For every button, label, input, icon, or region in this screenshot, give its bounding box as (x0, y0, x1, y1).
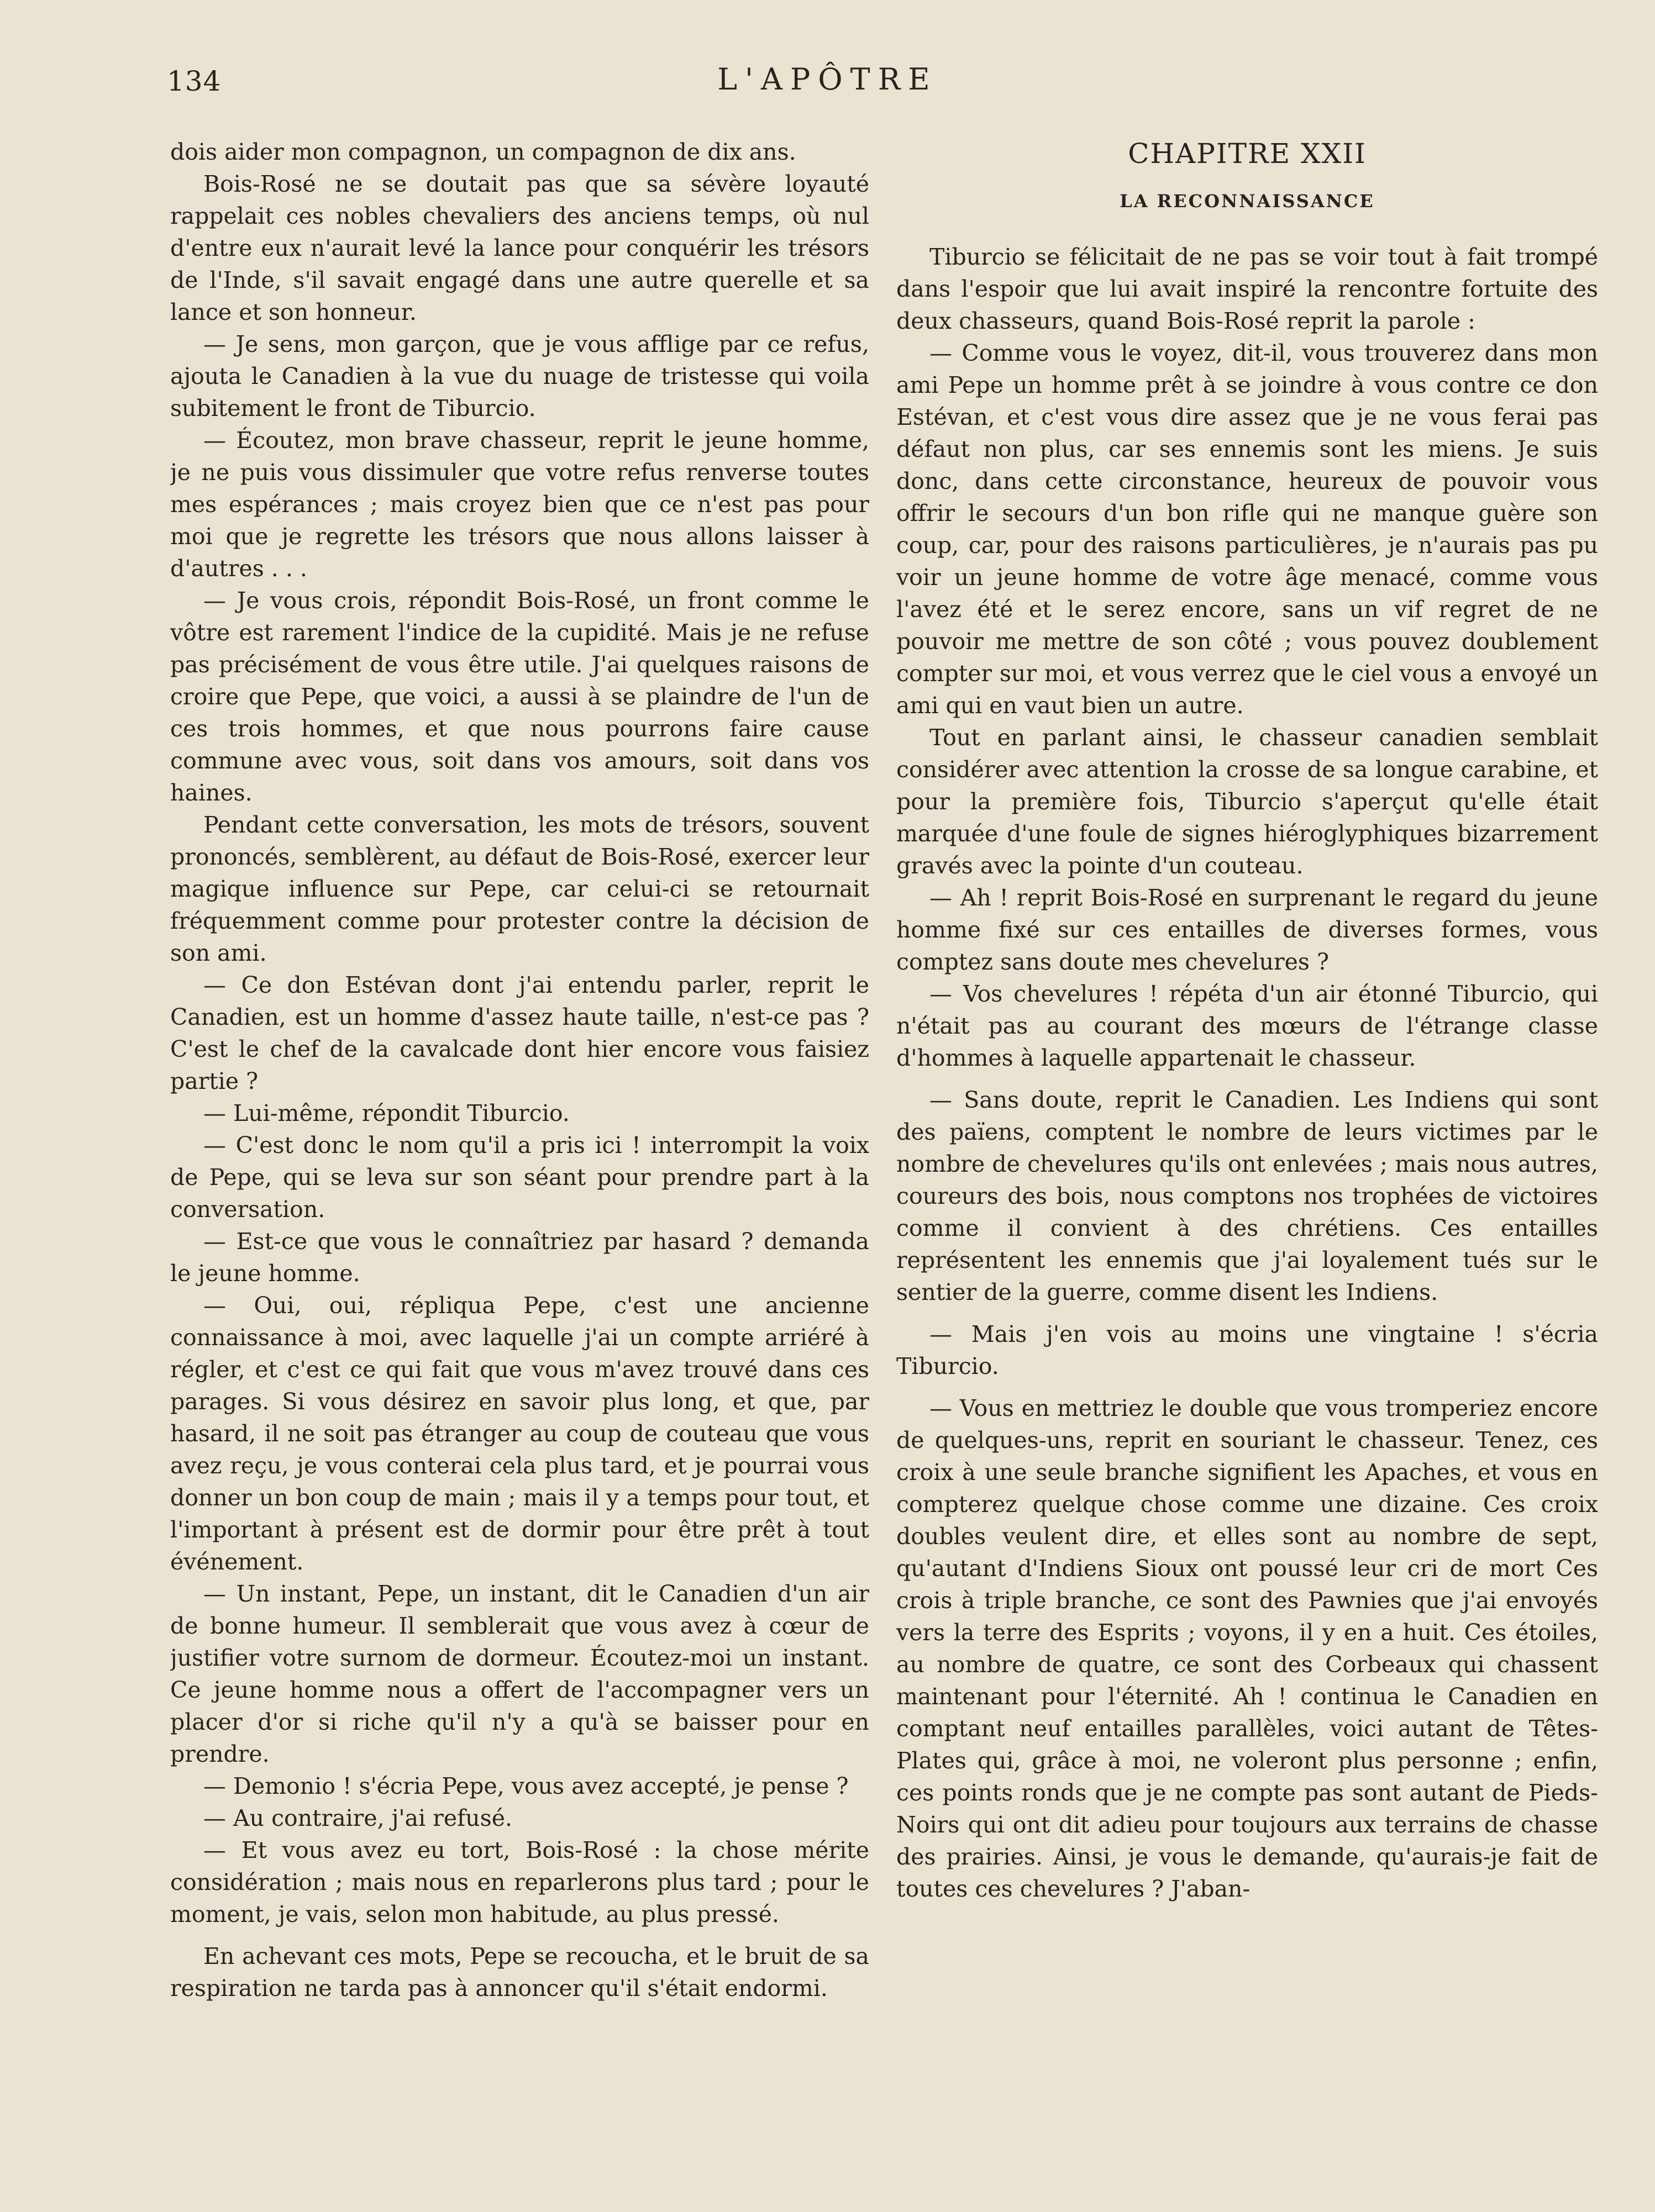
paragraph: dois aider mon compagnon, un compagnon de dix ans. (170, 139, 796, 165)
paragraph: — Mais j'en vois au moins une vingtaine ! s'écria Tiburcio. (896, 1321, 1598, 1379)
paragraph: — Lui-même, répondit Tiburcio. (203, 1100, 570, 1126)
paragraph: — Est-ce que vous le connaîtriez par hasard ? demanda le jeune homme. (170, 1228, 869, 1287)
paragraph: — Demonio ! s'écria Pepe, vous avez accepté, je pense ? (203, 1773, 849, 1799)
paragraph: — Ce don Estévan dont j'ai entendu parler, reprit le Canadien, est un homme d'assez haute taille, n'est-ce pas ? C'est le chef de la cavalcade dont hier encore vous faisiez partie ? (170, 972, 869, 1094)
paragraph: — Je sens, mon garçon, que je vous afflige par ce refus, ajouta le Canadien à la vue du nuage de tristesse qui voila subitement le front de Tiburcio. (170, 331, 869, 422)
paragraph: — C'est donc le nom qu'il a pris ici ! interrompit la voix de Pepe, qui se leva sur son séant pour prendre part à la conversation. (170, 1132, 869, 1223)
right-column (896, 136, 1598, 2103)
paragraph: Tiburcio se félicitait de ne pas se voir tout à fait trompé dans l'espoir que lui avait inspiré la rencontre fortuite des deux chasseurs, quand Bois-Rosé reprit la parole : (896, 244, 1598, 334)
paragraph: — Comme vous le voyez, dit-il, vous trouverez dans mon ami Pepe un homme prêt à se joindre à vous contre ce don Estévan, et c'est vous dire assez que je ne vous ferai pas défaut non plus, car ses ennemis sont les miens. Je suis donc, dans cette circonstance, heureux de pouvoir vous offrir le secours d'un bon rifle qui ne manque guère son coup, car, pour des raisons particulières, je n'aurais pas pu voir un jeune homme de votre âge menacé, comme vous l'avez été et le serez encore, sans un vif regret de ne pouvoir me mettre de son côté ; vous pouvez doublement compter sur moi, et vous verrez que le ciel vous a envoyé un ami qui en vaut bien un autre. (896, 340, 1598, 719)
paragraph: — Je vous crois, répondit Bois-Rosé, un front comme le vôtre est rarement l'indice de la cupidité. Mais je ne refuse pas précisément de vous être utile. J'ai quelques raisons de croire que Pepe, que voici, a aussi à se plaindre de l'un de ces trois hommes, et que nous pourrons faire cause commune avec vous, soit dans vos amours, soit dans vos haines. (170, 587, 869, 806)
paragraph: — Vous en mettriez le double que vous tromperiez encore de quelques-uns, reprit en souriant le chasseur. Tenez, ces croix à une seule branche signifient les Apaches, et vous en compterez quelque chose comme une dizaine. Ces croix doubles veulent dire, et elles sont au nombre de sept, qu'autant d'Indiens Sioux ont poussé leur cri de mort Ces crois à triple branche, ce sont des Pawnies que j'ai envoyés vers la terre des Esprits ; voyons, il y en a huit. Ces étoiles, au nombre de quatre, ce sont des Corbeaux qui chassent maintenant pour l'éternité. Ah ! continua le Canadien en comptant neuf entailles parallèles, voici autant de Têtes-Plates qui, grâce à moi, ne voleront plus personne ; enfin, ces points ronds que je ne compte pas sont autant de Pieds-Noirs qui ont dit adieu pour toujours aux terrains de chasse des prairies. Ainsi, je vous le demande, qu'aurais-je fait de toutes ces chevelures ? J'aban- (896, 1395, 1598, 1902)
paragraph: — Au contraire, j'ai refusé. (203, 1805, 513, 1831)
running-head: L'APÔTRE (717, 62, 938, 97)
left-column (170, 136, 869, 2103)
paragraph: — Sans doute, reprit le Canadien. Les Indiens qui sont des païens, comptent le nombre de leurs victimes par le nombre de chevelures qu'ils ont enlevées ; mais nous autres, coureurs des bois, nous comptons nos trophées de victoires comme il convient à des chrétiens. Ces entailles représentent les ennemis que j'ai loyalement tués sur le sentier de la guerre, comme disent les Indiens. (896, 1087, 1598, 1305)
chapter-subtitle: LA RECONNAISSANCE (1120, 191, 1375, 212)
paragraph: Pendant cette conversation, les mots de trésors, souvent prononcés, semblèrent, au défaut de Bois-Rosé, exercer leur magique influence sur Pepe, car celui-ci se retournait fréquemment comme pour protester contre la décision de son ami. (170, 812, 869, 966)
paragraph: — Oui, oui, répliqua Pepe, c'est une ancienne connaissance à moi, avec laquelle j'ai un compte arriéré à régler, et c'est ce qui fait que vous m'avez trouvé dans ces parages. Si vous désirez en savoir plus long, et que, par hasard, il ne soit pas étranger au coup de couteau que vous avez reçu, je vous conterai cela plus tard, et je pourrai vous donner un bon coup de main ; mais il y a temps pour tout, et l'important à présent est de dormir pour être prêt à tout événement. (170, 1292, 869, 1575)
paragraph: — Vos chevelures ! répéta d'un air étonné Tiburcio, qui n'était pas au courant des mœurs de l'étrange classe d'hommes à laquelle appartenait le chasseur. (896, 981, 1598, 1071)
paragraph: Bois-Rosé ne se doutait pas que sa sévère loyauté rappelait ces nobles chevaliers des anciens temps, où nul d'entre eux n'aurait levé la lance pour conquérir les trésors de l'Inde, s'il savait engagé dans une autre querelle et sa lance et son honneur. (170, 171, 869, 325)
paragraph: — Un instant, Pepe, un instant, dit le Canadien d'un air de bonne humeur. Il semblerait que vous avez à cœur de justifier votre surnom de dormeur. Écoutez-moi un instant. Ce jeune homme nous a offert de l'accompagner vers un placer d'or si riche qu'il n'y a qu'à se baisser pour en prendre. (170, 1581, 869, 1767)
paragraph: — Ah ! reprit Bois-Rosé en surprenant le regard du jeune homme fixé sur ces entailles de diverses formes, vous comptez sans doute mes chevelures ? (896, 884, 1598, 975)
chapter-title: CHAPITRE XXII (1128, 138, 1367, 170)
paragraph: — Et vous avez eu tort, Bois-Rosé : la chose mérite considération ; mais nous en reparlerons plus tard ; pour le moment, je vais, selon mon habitude, au plus pressé. (170, 1837, 869, 1927)
paragraph: En achevant ces mots, Pepe se recoucha, et le bruit de sa respiration ne tarda pas à annoncer qu'il s'était endormi. (170, 1943, 869, 2002)
paragraph: Tout en parlant ainsi, le chasseur canadien semblait considérer avec attention la crosse de sa longue carabine, et pour la première fois, Tiburcio s'aperçut qu'elle était marquée d'une foule de signes hiéroglyphiques bizarrement gravés avec la pointe d'un couteau. (896, 724, 1598, 879)
page-number: 134 (167, 65, 222, 97)
paragraph: — Écoutez, mon brave chasseur, reprit le jeune homme, je ne puis vous dissimuler que votre refus renverse toutes mes espérances ; mais croyez bien que ce n'est pas pour moi que je regrette les trésors que nous allons laisser à d'autres . . . (170, 427, 869, 582)
